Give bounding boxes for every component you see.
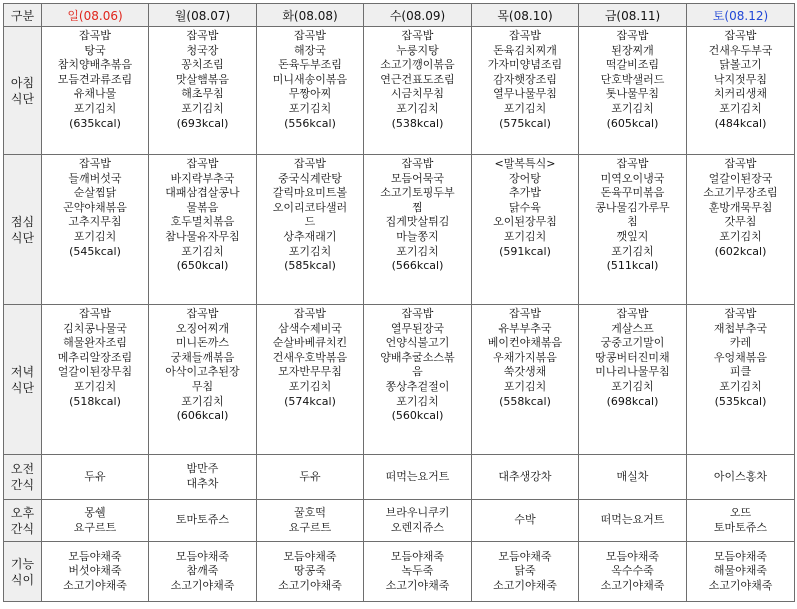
- menu-item: 무침: [191, 379, 214, 393]
- menu-item: 궁중고기말이: [600, 336, 665, 350]
- menu-item: 잡곡밥: [616, 307, 649, 320]
- menu-item: 쫑상추겉절이: [385, 379, 450, 393]
- menu-item: 피클: [729, 365, 752, 379]
- menu-item: 잡곡밥: [186, 157, 219, 170]
- menu-item: 상추재래기: [283, 229, 337, 243]
- meal-row-morning-snack: [4, 455, 795, 500]
- menu-item: <말복특식>: [494, 157, 556, 170]
- meal-row-functional-diet: [4, 542, 795, 602]
- menu-item: 삼색수제비국: [278, 321, 342, 335]
- menu-item: 탕국: [84, 43, 106, 57]
- menu-item: (560kcal): [391, 409, 444, 423]
- menu-item: 버섯야채죽: [68, 564, 122, 578]
- menu-cell: [149, 455, 257, 500]
- menu-item: (556kcal): [284, 116, 336, 130]
- menu-cell: [364, 305, 472, 455]
- menu-cell: [42, 542, 149, 602]
- menu-cell: [687, 27, 795, 155]
- menu-item: 잡곡밥: [79, 307, 111, 320]
- menu-item: 미니새송이볶음: [272, 72, 348, 86]
- menu-item: 갈릭마요미트볼: [272, 186, 348, 200]
- menu-item: 모듬야채죽: [175, 549, 230, 563]
- menu-item: 장어탕: [509, 171, 541, 185]
- menu-item: 잡곡밥: [79, 157, 111, 170]
- menu-item: 포기김치: [288, 244, 332, 258]
- menu-cell: [257, 500, 364, 542]
- menu-cell: [579, 500, 687, 542]
- menu-item: 바지락부추국: [170, 171, 235, 185]
- menu-item: 떠먹는요거트: [600, 513, 665, 527]
- menu-item: 침: [627, 215, 638, 229]
- menu-item: 오이된장무침: [493, 215, 557, 229]
- menu-item: 포기김치: [73, 101, 117, 115]
- menu-item: 치커리생채: [713, 87, 768, 101]
- menu-item: 갓무침: [724, 215, 757, 229]
- menu-item: 쑥갓생채: [503, 365, 547, 379]
- day-header-mon: 월(08.07): [149, 4, 257, 27]
- menu-item: 요구르트: [73, 520, 117, 534]
- menu-item: 소고기야채죽: [63, 578, 127, 592]
- menu-item: 참치양배추볶음: [57, 58, 133, 72]
- menu-item: 베이컨야채볶음: [487, 336, 563, 350]
- menu-item: 마늘쫑지: [396, 229, 439, 243]
- menu-item: 아삭이고추된장: [165, 365, 240, 379]
- menu-cell: [579, 27, 687, 155]
- menu-item: 포기김치: [503, 101, 547, 115]
- menu-item: (591kcal): [499, 244, 551, 258]
- menu-item: (518kcal): [69, 394, 121, 408]
- menu-item: 잡곡밥: [509, 29, 541, 42]
- menu-item: 포기김치: [611, 379, 654, 393]
- menu-item: 잡곡밥: [401, 157, 434, 170]
- menu-item: 모듬야채죽: [713, 549, 768, 563]
- menu-item: 유부부추국: [498, 321, 552, 335]
- menu-item: 토마토쥬스: [175, 513, 230, 527]
- meal-label-line: 식단: [10, 91, 35, 106]
- menu-item: 모듬야채죽: [605, 549, 660, 563]
- menu-cell: [149, 542, 257, 602]
- menu-item: 해초무침: [181, 87, 224, 101]
- menu-item: 잡곡밥: [724, 307, 757, 320]
- meal-label-line: 저녁: [10, 364, 35, 379]
- menu-item: 브라우니쿠키: [385, 505, 450, 519]
- menu-item: 두유: [84, 469, 106, 483]
- menu-item: 건새우두부국: [708, 43, 773, 57]
- meal-label-line: 간식: [10, 521, 35, 536]
- menu-item: 포기김치: [73, 379, 117, 393]
- menu-item: 잡곡밥: [724, 157, 757, 170]
- menu-item: 돈육김치찌개: [493, 43, 557, 57]
- menu-item: (535kcal): [714, 394, 767, 408]
- menu-item: 모듬견과류조림: [57, 72, 133, 86]
- menu-cell: [472, 155, 579, 305]
- menu-item: 잡곡밥: [186, 29, 219, 42]
- menu-cell: [257, 155, 364, 305]
- menu-item: 무짱아찌: [288, 87, 332, 101]
- menu-item: 포기김치: [611, 101, 654, 115]
- menu-item: 잡곡밥: [294, 157, 326, 170]
- menu-item: 미역오이냉국: [600, 171, 665, 185]
- menu-item: 닭수육: [509, 200, 541, 214]
- day-header-tue: 화(08.08): [257, 4, 364, 27]
- menu-item: 모듬야채죽: [68, 549, 122, 563]
- menu-item: 땅콩죽: [294, 564, 326, 578]
- menu-item: (698kcal): [606, 394, 659, 408]
- menu-item: 포기김치: [396, 394, 439, 408]
- menu-cell: [579, 455, 687, 500]
- menu-item: 잡곡밥: [401, 307, 434, 320]
- menu-item: 음: [412, 365, 423, 379]
- weekly-menu-table: [3, 3, 795, 602]
- menu-item: 잡곡밥: [79, 29, 111, 42]
- meal-label-line: 점심: [10, 214, 35, 229]
- menu-cell: [149, 500, 257, 542]
- menu-item: 포기김치: [396, 244, 439, 258]
- meal-label-line: 기능: [10, 556, 35, 571]
- menu-item: 유채나물: [73, 87, 117, 101]
- menu-item: 요구르트: [288, 520, 332, 534]
- menu-item: 물볶음: [186, 200, 219, 214]
- menu-item: 미니돈까스: [175, 336, 230, 350]
- menu-item: 잡곡밥: [509, 307, 541, 320]
- menu-item: 포기김치: [181, 101, 224, 115]
- menu-item: 들깨버섯국: [68, 171, 122, 185]
- menu-item: 포기김치: [719, 229, 762, 243]
- meal-label: [4, 305, 42, 455]
- menu-body: [4, 27, 795, 602]
- menu-item: 소고기야채죽: [278, 578, 342, 592]
- menu-cell: [579, 542, 687, 602]
- menu-item: 열무나물무침: [493, 87, 557, 101]
- menu-cell: [579, 155, 687, 305]
- menu-item: (574kcal): [284, 394, 336, 408]
- menu-item: 낙지젓무침: [713, 72, 768, 86]
- menu-item: (635kcal): [69, 116, 121, 130]
- menu-item: 우엉채볶음: [713, 350, 768, 364]
- menu-item: 수박: [514, 513, 536, 527]
- menu-item: 떠먹는요거트: [385, 469, 450, 483]
- menu-item: 가자미양념조림: [487, 58, 563, 72]
- menu-item: 돈육꾸미볶음: [600, 186, 665, 200]
- menu-cell: [257, 455, 364, 500]
- meal-label: [4, 500, 42, 542]
- meal-label-line: 오전: [10, 462, 35, 476]
- menu-item: 대추생강차: [498, 469, 552, 483]
- menu-cell: [42, 455, 149, 500]
- menu-item: 잡곡밥: [616, 157, 649, 170]
- menu-item: 잡곡밥: [294, 29, 326, 42]
- menu-item: 모듬야채죽: [390, 549, 445, 563]
- menu-item: 추가밥: [509, 186, 541, 200]
- menu-item: 떡갈비조림: [605, 58, 660, 72]
- menu-item: 잡곡밥: [616, 29, 649, 42]
- menu-item: (605kcal): [606, 116, 659, 130]
- menu-item: 호두멸치볶음: [170, 215, 235, 229]
- menu-item: (693kcal): [176, 116, 229, 130]
- menu-item: 집게맛살튀김: [385, 215, 450, 229]
- day-header-sun: 일(08.06): [42, 4, 149, 27]
- menu-cell: [687, 155, 795, 305]
- menu-item: 미나리나물무침: [595, 365, 670, 379]
- menu-item: 콩나물김가루무: [595, 200, 670, 214]
- menu-item: 오렌지쥬스: [390, 520, 445, 534]
- meal-label-line: 식이: [10, 572, 35, 587]
- menu-item: 깻잎지: [616, 229, 649, 243]
- menu-item: 오뜨: [729, 505, 752, 519]
- menu-cell: [472, 305, 579, 455]
- menu-item: (585kcal): [284, 259, 336, 273]
- menu-item: (602kcal): [714, 244, 767, 258]
- menu-item: 모듬야채죽: [283, 549, 337, 563]
- menu-item: 모듬야채죽: [498, 549, 552, 563]
- menu-item: 옥수수죽: [611, 564, 654, 578]
- menu-cell: [472, 542, 579, 602]
- menu-item: 찜: [412, 200, 423, 214]
- menu-item: 청국장: [186, 43, 219, 57]
- menu-item: 포기김치: [73, 229, 117, 243]
- menu-item: (575kcal): [499, 116, 551, 130]
- menu-cell: [472, 500, 579, 542]
- menu-item: 포기김치: [611, 244, 654, 258]
- menu-item: 몽쉘: [84, 505, 106, 519]
- menu-cell: [579, 305, 687, 455]
- menu-item: 녹두죽: [401, 564, 434, 578]
- meal-row-afternoon-snack: [4, 500, 795, 542]
- menu-item: (558kcal): [499, 394, 551, 408]
- menu-item: 포기김치: [503, 229, 547, 243]
- menu-cell: [364, 155, 472, 305]
- menu-cell: [687, 542, 795, 602]
- menu-cell: [42, 27, 149, 155]
- menu-item: 감자햇장조림: [493, 72, 557, 86]
- menu-item: 연근건표도조림: [380, 72, 455, 86]
- menu-item: 모자반무무침: [278, 365, 342, 379]
- menu-item: 카레: [729, 336, 752, 350]
- menu-item: 소고기야채죽: [385, 578, 450, 592]
- menu-item: 순살찜닭: [73, 186, 117, 200]
- menu-item: 게살스프: [611, 321, 654, 335]
- menu-item: (545kcal): [69, 244, 121, 258]
- menu-item: 소고기무장조림: [703, 186, 778, 200]
- menu-item: 참나물유자무침: [165, 229, 240, 243]
- category-header: 구분: [4, 4, 42, 27]
- menu-item: 해물완자조림: [63, 336, 127, 350]
- menu-item: 궁채들깨볶음: [170, 350, 235, 364]
- menu-item: (538kcal): [391, 116, 444, 130]
- menu-item: 밤만주: [186, 462, 219, 476]
- menu-item: 소고기야채죽: [600, 578, 665, 592]
- menu-item: 소고기깽이볶음: [380, 58, 455, 72]
- menu-cell: [257, 542, 364, 602]
- menu-item: 김치콩나물국: [63, 321, 127, 335]
- menu-item: 열무된장국: [390, 321, 445, 335]
- menu-item: 토마토쥬스: [713, 520, 768, 534]
- menu-cell: [42, 155, 149, 305]
- menu-item: 닭죽: [514, 564, 536, 578]
- menu-item: 매실차: [616, 469, 649, 483]
- menu-item: 소고기야채죽: [170, 578, 235, 592]
- menu-item: 오징어찌개: [175, 321, 230, 335]
- menu-item: 대추차: [186, 477, 219, 490]
- menu-cell: [42, 305, 149, 455]
- menu-item: 해물야채죽: [713, 564, 768, 578]
- menu-item: 양배추굴소스볶: [380, 350, 455, 364]
- menu-item: 메추리알장조림: [57, 350, 133, 364]
- menu-item: 언양식불고기: [385, 336, 450, 350]
- menu-item: 아이스홍차: [713, 469, 768, 483]
- menu-item: 오이리코타샐러: [272, 200, 348, 214]
- menu-cell: [364, 500, 472, 542]
- menu-item: 시금치무침: [390, 87, 445, 101]
- meal-label: [4, 542, 42, 602]
- menu-cell: [149, 27, 257, 155]
- menu-item: 소고기토핑두부: [380, 186, 455, 200]
- menu-item: 단호박샐러드: [600, 72, 665, 86]
- menu-item: 잡곡밥: [294, 307, 326, 320]
- meal-label-line: 간식: [10, 478, 35, 492]
- menu-cell: [42, 500, 149, 542]
- menu-item: 훈방개묵무침: [708, 200, 773, 214]
- menu-item: 돈육두부조림: [278, 58, 342, 72]
- meal-row-breakfast: [4, 27, 795, 155]
- menu-cell: [149, 155, 257, 305]
- menu-item: 드: [304, 215, 316, 229]
- menu-item: 포기김치: [719, 101, 762, 115]
- menu-item: 소고기야채죽: [493, 578, 557, 592]
- menu-cell: [149, 305, 257, 455]
- menu-cell: [687, 455, 795, 500]
- menu-item: 두유: [299, 469, 321, 483]
- meal-label-line: 식단: [10, 380, 35, 395]
- menu-item: 된장찌개: [611, 43, 654, 57]
- day-header-thu: 목(08.10): [472, 4, 579, 27]
- menu-cell: [687, 305, 795, 455]
- meal-label-line: 아침: [10, 75, 35, 90]
- menu-item: 포기김치: [288, 101, 332, 115]
- day-header-wed: 수(08.09): [364, 4, 472, 27]
- meal-label: [4, 155, 42, 305]
- menu-item: 꿀호떡: [294, 505, 326, 519]
- menu-item: 얼갈이된장무침: [57, 365, 133, 379]
- meal-label-line: 식단: [10, 230, 35, 245]
- meal-label: [4, 455, 42, 500]
- menu-item: 잡곡밥: [401, 29, 434, 42]
- menu-item: 순살바베큐치킨: [272, 336, 348, 350]
- menu-item: 포기김치: [181, 244, 224, 258]
- menu-cell: [257, 305, 364, 455]
- menu-item: 참깨죽: [186, 564, 219, 578]
- menu-item: (606kcal): [176, 409, 229, 423]
- header-row: [4, 4, 795, 27]
- menu-item: 누룽지탕: [396, 43, 439, 57]
- menu-item: 우채가지볶음: [493, 350, 557, 364]
- meal-row-lunch: [4, 155, 795, 305]
- menu-item: 소고기야채죽: [708, 578, 773, 592]
- menu-item: 맛살햄볶음: [175, 72, 230, 86]
- menu-item: 중국식계란탕: [278, 171, 342, 185]
- menu-item: (484kcal): [714, 116, 767, 130]
- menu-item: 대패삼겹살콩나: [165, 186, 240, 200]
- menu-item: 포기김치: [719, 379, 762, 393]
- menu-cell: [472, 455, 579, 500]
- meal-label: [4, 27, 42, 155]
- menu-item: 닭볼고기: [719, 58, 762, 72]
- menu-item: 땅콩버터진미채: [595, 350, 670, 364]
- menu-item: 곤약야채볶음: [63, 200, 127, 214]
- day-header-fri: 금(08.11): [579, 4, 687, 27]
- day-header-sat: 토(08.12): [687, 4, 795, 27]
- menu-cell: [364, 455, 472, 500]
- menu-item: 포기김치: [503, 379, 547, 393]
- menu-item: 고추지무침: [68, 215, 122, 229]
- menu-item: (650kcal): [176, 259, 229, 273]
- menu-cell: [364, 27, 472, 155]
- menu-item: 잡곡밥: [186, 307, 219, 320]
- menu-cell: [257, 27, 364, 155]
- meal-label-line: 오후: [10, 505, 35, 520]
- menu-item: (511kcal): [606, 259, 659, 273]
- menu-cell: [687, 500, 795, 542]
- menu-item: 포기김치: [288, 379, 332, 393]
- menu-item: 포기김치: [396, 101, 439, 115]
- menu-item: 건새우호박볶음: [272, 350, 348, 364]
- menu-item: 해장국: [294, 43, 326, 57]
- menu-item: 톳나물무침: [605, 87, 660, 101]
- menu-item: 포기김치: [181, 394, 224, 408]
- menu-item: 꽁치조림: [181, 58, 224, 72]
- menu-item: 잡곡밥: [724, 29, 757, 42]
- menu-cell: [472, 27, 579, 155]
- menu-item: 모듬어묵국: [390, 171, 445, 185]
- meal-row-dinner: [4, 305, 795, 455]
- menu-item: 얼갈이된장국: [708, 171, 773, 185]
- menu-item: 재첩부추국: [713, 321, 768, 335]
- menu-item: (566kcal): [391, 259, 444, 273]
- menu-cell: [364, 542, 472, 602]
